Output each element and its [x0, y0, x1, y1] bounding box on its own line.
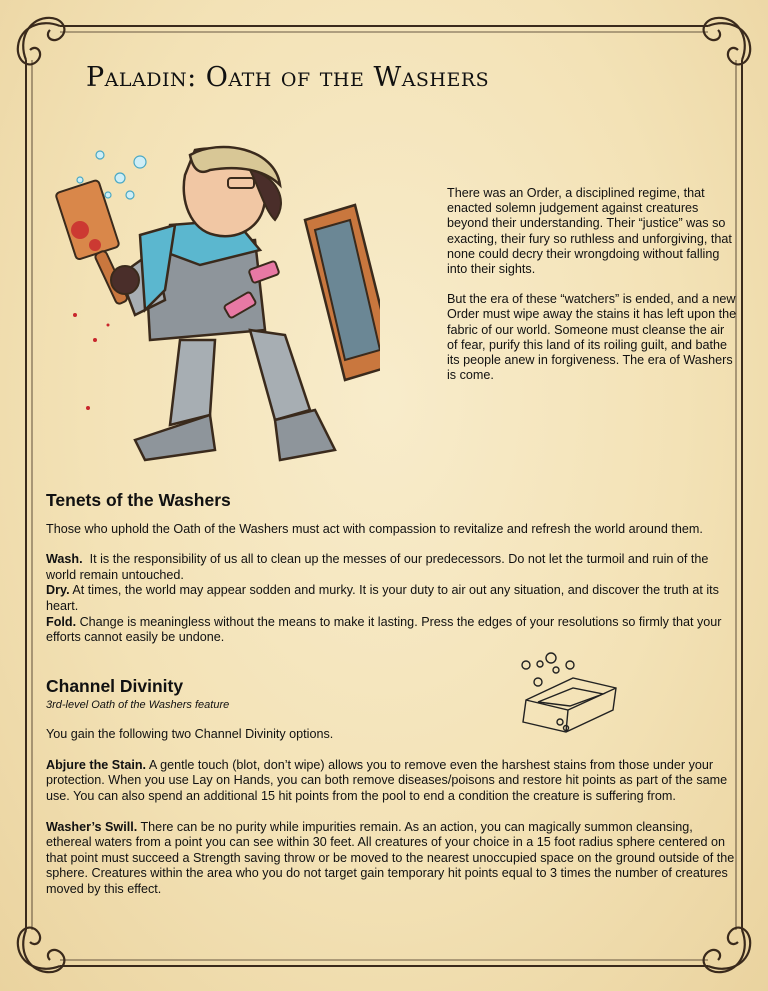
- tenet-text: At times, the world may appear sodden and murky. It is your duty to air out any situation, and discover the truth at its heart.: [46, 583, 719, 613]
- corner-ornament-tr: [704, 18, 751, 65]
- corner-ornament-bl: [18, 928, 65, 973]
- tenets-heading: Tenets of the Washers: [46, 490, 231, 510]
- intro-paragraph-1: There was an Order, a disciplined regime, that enacted solemn judgement against creatures beyond their understanding. Their “justice” was so exacting, their fury so ruthless and unforgiving, that none could decry their wrongdoing without falling into their sights.: [447, 186, 732, 277]
- corner-ornament-tl: [18, 18, 65, 65]
- option-text: There can be no purity while impurities remain. As an action, you can magically summon cleansing, ethereal waters from a point you can see within 30 feet. All creatures of your choice in a 15 foot radius sphere centered on that point must succeed a Strength saving throw or be moved to the nearest unoccupied space on the ground outside of the sphere. Creatures within the area who you do not target gain temporary hit points equal to 3 times the number of creatures moved by this effect.: [46, 819, 735, 896]
- intro-paragraph-2: But the era of these “watchers” is ended, and a new Order must wipe away the stains it has left upon the fabric of our world. Someone must cleanse the air of fear, purify this land of its roiling guilt, and bathe its people anew in forgiveness. The era of Washers is come.: [447, 292, 737, 383]
- channel-divinity-intro: You gain the following two Channel Divinity options.: [46, 727, 334, 742]
- option-name: Washer’s Swill.: [46, 819, 138, 834]
- tenet-text: It is the responsibility of us all to clean up the messes of our predecessors. Do not let the turmoil and ruin of the world remain untouched.: [46, 552, 709, 582]
- option-name: Abjure the Stain.: [46, 757, 147, 772]
- paladin-illustration: [50, 140, 380, 470]
- intro-text: [447, 186, 737, 398]
- tenet-name: Dry.: [46, 583, 70, 598]
- option-text: A gentle touch (blot, don’t wipe) allows you to remove even the harshest stains from those under your protection. When you use Lay on Hands, you can both remove diseases/poisons and restore hit points as part of the same use. You can also spend an additional 15 hit points from the pool to end a condition the creature is suffering from.: [46, 757, 728, 803]
- tenet-fold: [46, 615, 736, 646]
- tenet-text: Change is meaningless without the means to make it lasting. Press the edges of your resolutions so firmly that your efforts cannot easily be undone.: [46, 614, 722, 645]
- channel-divinity-section: [46, 676, 736, 898]
- tenet-wash: [46, 552, 736, 583]
- tenets-intro: Those who uphold the Oath of the Washers must act with compassion to revitalize and refresh the world around them.: [46, 521, 703, 536]
- option-washers-swill: [46, 820, 736, 898]
- tenets-section: [46, 490, 736, 646]
- channel-divinity-heading: Channel Divinity: [46, 676, 184, 696]
- washboard-shield-icon: [305, 205, 380, 380]
- corner-ornament-br: [704, 928, 751, 973]
- tenet-dry: [46, 583, 736, 614]
- option-abjure-the-stain: [46, 758, 736, 805]
- page-title: Paladin: Oath of the Washers: [86, 62, 490, 93]
- channel-divinity-subtitle: 3rd-level Oath of the Washers feature: [46, 698, 230, 711]
- tenet-name: Wash.: [46, 552, 83, 567]
- tenet-name: Fold.: [46, 614, 77, 629]
